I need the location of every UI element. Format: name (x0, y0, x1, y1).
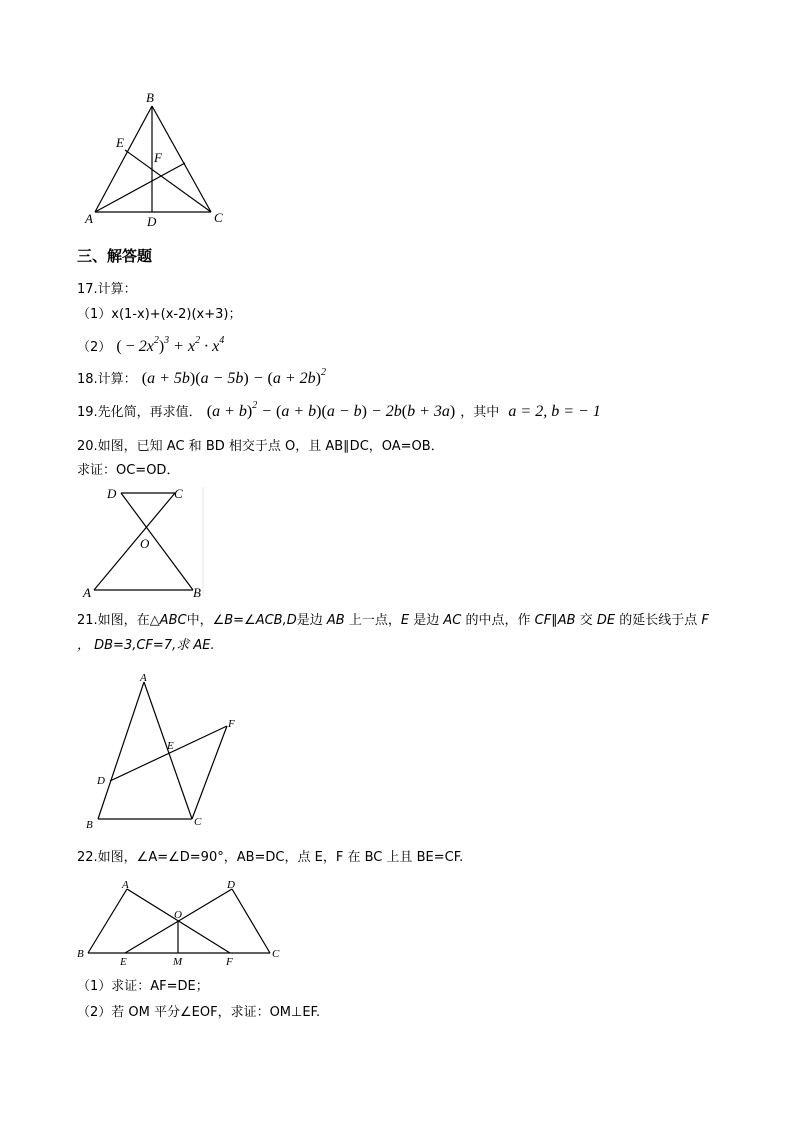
label-E: E (120, 956, 127, 968)
q21-line1: 21.如图，在△ABC中，∠B=∠ACB,D是边 AB 上一点，E 是边 AC 的中点，作 CF∥AB 交 DE 的延长线于点 F (77, 613, 709, 628)
label-B: B (86, 819, 93, 831)
q20-line1: 20.如图，已知 AC 和 BD 相交于点 O，且 AB∥DC，OA=OB． (77, 439, 444, 454)
q18 (77, 368, 326, 388)
label-D: D (227, 879, 235, 891)
triangle-figure-top (80, 88, 230, 230)
label-D: D (107, 486, 117, 501)
label-C: C (194, 816, 202, 828)
q22-part1: （1）求证：AF=DE； (77, 979, 209, 994)
label-A: A (83, 585, 91, 600)
label-O: O (140, 536, 150, 551)
label-D: D (147, 214, 157, 229)
label-C: C (272, 948, 280, 960)
label-B: B (193, 585, 201, 600)
label-E: E (116, 135, 124, 150)
section-title: 三、解答题 (77, 247, 153, 265)
q22-line1: 22.如图，∠A=∠D=90°，AB=DC，点 E，F 在 BC 上且 BE=CF. (77, 850, 464, 865)
figure-q22 (74, 876, 289, 968)
hourglass-figure-q20 (80, 484, 210, 602)
label-C: C (174, 486, 183, 501)
label-B: B (77, 948, 84, 960)
q19 (77, 401, 601, 421)
label-E: E (167, 740, 174, 752)
label-M: M (173, 956, 183, 968)
q17-title: 17.计算： (77, 282, 137, 297)
label-F: F (226, 956, 233, 968)
triangle-figure-q21 (80, 670, 250, 834)
q19-prefix: 19.先化简，再求值． (77, 405, 202, 420)
label-C: C (214, 210, 223, 225)
label-B: B (146, 90, 154, 105)
q17-part2 (77, 336, 224, 356)
q21-line2: ， DB=3,CF=7,求 AE. (77, 638, 215, 653)
label-A: A (122, 879, 129, 891)
label-O: O (174, 909, 182, 921)
q17-part2-prefix: （2） (77, 340, 112, 355)
q17-part2-expression: ( − $2x^2)^3 + x^2 \cdot x^4$ (116, 335, 225, 355)
label-F: F (228, 718, 235, 730)
label-A: A (85, 211, 93, 226)
q19-condition: a = 2, b = − 1 (504, 403, 601, 420)
q19-mid: ，其中 (460, 405, 500, 420)
label-D: D (97, 775, 105, 787)
label-A: A (140, 672, 147, 684)
q18-prefix: 18.计算： (77, 372, 137, 387)
q19-expression: $(a + b)^2 - (a + b)(a - b) - 2b(b + 3a)$ (206, 400, 456, 420)
q20-line2: 求证：OC=OD． (77, 463, 180, 478)
q17-part1: （1）x(1-x)+(x-2)(x+3)； (77, 307, 242, 322)
q18-expression: $(a + 5b)(a - 5b) - (a + 2b)^2$ (141, 367, 326, 387)
q22-part2: （2）若 OM 平分∠EOF，求证：OM⊥EF. (77, 1005, 321, 1020)
label-F: F (154, 150, 162, 165)
